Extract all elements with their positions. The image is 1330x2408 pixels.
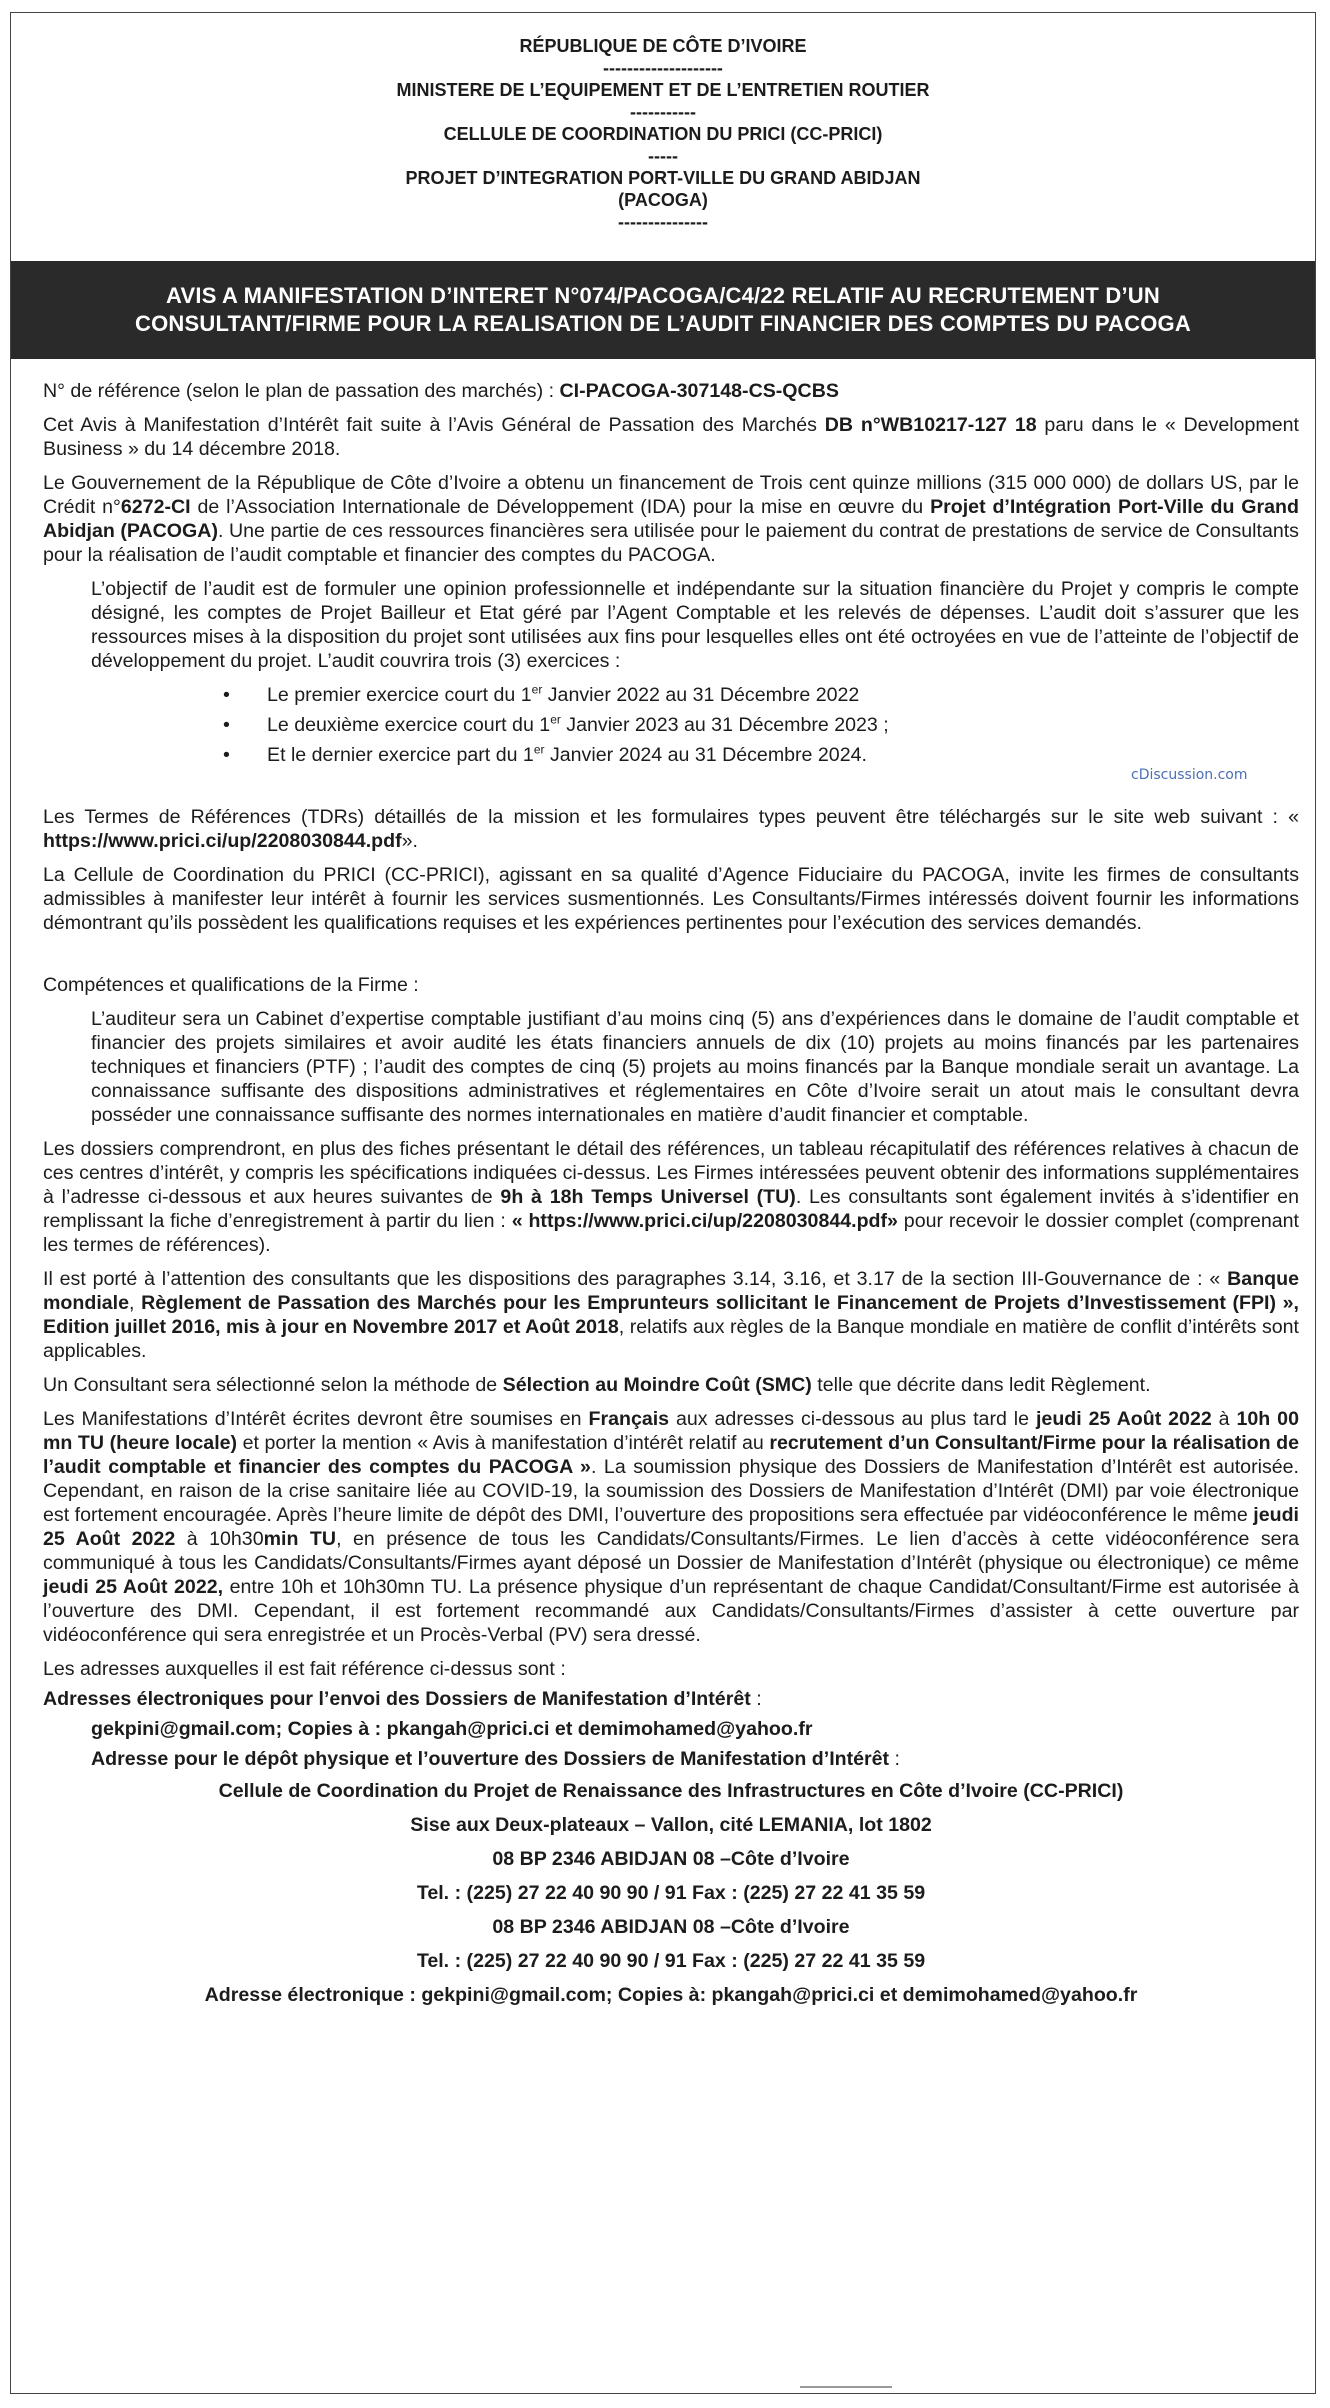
intro-paragraph [43, 413, 1299, 461]
list-item [43, 743, 1299, 767]
header-project-acronym: (PACOGA) [618, 190, 708, 210]
header-cellule: CELLULE DE COORDINATION DU PRICI (CC-PRICI) [443, 124, 883, 144]
footer-mark [800, 2386, 892, 2388]
header-project: PROJET D’INTEGRATION PORT-VILLE DU GRAND ABIDJAN [405, 168, 921, 188]
physical-address-heading [91, 1747, 1299, 1771]
text-run: . La soumission physique des Dossiers de Manifestation d’Intérêt est autorisée. Cependant, en raison de la crise sanitaire liée au COVID-19, la soumission des Dossiers de Manifestation d’Intérêt (DMI) par voie électronique est fortement encouragée. Après l’heure limite de dépôt des DMI, l’ouverture des propositions sera effectuée par vidéoconférence le même [43, 1456, 1299, 1526]
address-line: 08 BP 2346 ABIDJAN 08 –Côte d’Ivoire [492, 1848, 850, 1870]
text-run: Janvier 2022 au 31 Décembre 2022 [542, 684, 860, 706]
superscript: er [550, 712, 561, 727]
registration-link[interactable]: « https://www.prici.ci/up/2208030844.pdf» [511, 1210, 898, 1232]
text-run: aux adresses ci-dessous au plus tard le [669, 1408, 1036, 1430]
selection-method-paragraph [43, 1373, 1299, 1397]
text-run-bold: Règlement de Passation des Marchés pour les Emprunteurs sollicitant le Financement de Projets d’Investissement (FPI) », Edition juillet 2016, mis à jour en Novembre 2017 et Août 2018 [43, 1292, 1300, 1338]
spacer [43, 777, 1299, 805]
notice-title-banner [11, 261, 1315, 359]
document-header [11, 35, 1315, 233]
governance-paragraph [43, 1267, 1299, 1363]
spacer [43, 945, 1299, 973]
reference-number: CI-PACOGA-307148-CS-QCBS [559, 380, 839, 402]
notice-title-line-2: CONSULTANT/FIRME POUR LA REALISATION DE L’AUDIT FINANCIER DES COMPTES DU PACOGA [135, 311, 1191, 336]
notice-title-line-1: AVIS A MANIFESTATION D’INTERET N°074/PACOGA/C4/22 RELATIF AU RECRUTEMENT D’UN [166, 283, 1160, 308]
text-run: , en présence de tous les Candidats/Consultants/Firmes. Le lien d’accès à cette vidéoconférence sera communiqué à tous les Candidats/Consultants/Firmes ayant déposé un Dossier de Manifestation d’Intérêt (physique ou électronique) ce même [43, 1528, 1300, 1574]
watermark-text: cDiscussion.com [1131, 767, 1248, 783]
text-run: , [129, 1292, 142, 1314]
text-run: Le premier exercice court du 1 [267, 684, 532, 706]
text-run-bold: jeudi 25 Août 2022 [1035, 1408, 1212, 1430]
text-run-bold: min TU [263, 1528, 337, 1550]
text-run-bold: 6272-CI [120, 496, 191, 518]
phone-fax-line: Tel. : (225) 27 22 40 90 90 / 91 Fax : (225) 27 22 41 35 59 [416, 1882, 926, 1904]
text-run-bold: Français [588, 1408, 670, 1430]
reference-paragraph [43, 379, 1299, 403]
text-run: Et le dernier exercice part du 1 [267, 744, 534, 766]
text-run-bold: recrutement d’un Consultant/Firme pour la réalisation de l’audit comptable et financier des comptes du PACOGA » [43, 1432, 1299, 1478]
text-run: ». [401, 830, 418, 852]
invitation-paragraph: La Cellule de Coordination du PRICI (CC-PRICI), agissant en sa qualité d’Agence Fiduciaire du PACOGA, invite les firmes de consultants admissibles à manifester leur intérêt à fournir les services susmentionnés. Les Consultants/Firmes intéressés doivent fournir les informations démontrant qu’ils possèdent les qualifications requises et les expériences pertinentes pour l’exécution des services demandés. [43, 864, 1299, 934]
text-run-bold: 10h 00 mn TU (heure locale) [43, 1408, 1299, 1454]
exercise-list [43, 683, 1299, 767]
qualifications-heading: Compétences et qualifications de la Firme : [43, 974, 419, 996]
text-run: Cet Avis à Manifestation d’Intérêt fait suite à l’Avis Général de Passation des Marchés [43, 414, 825, 436]
text-run: telle que décrite dans ledit Règlement. [811, 1374, 1151, 1396]
text-run-bold: Projet d’Intégration Port-Ville du Grand Abidjan (PACOGA) [43, 496, 1299, 542]
document-frame [10, 12, 1316, 2394]
text-run-bold: DB n°WB10217-127 18 [824, 414, 1037, 436]
text-run: Un Consultant sera sélectionné selon la méthode de [43, 1374, 503, 1396]
address-line: Sise aux Deux-plateaux – Vallon, cité LEMANIA, lot 1802 [410, 1814, 932, 1836]
text-run: . Les consultants sont également invités à s’identifier en remplissant la fiche d’enregistrement à partir du lien : [43, 1186, 1299, 1232]
text-run: Le Gouvernement de la République de Côte d’Ivoire a obtenu un financement de Trois cent quinze millions (315 000 000) de dollars US, par le Crédit n° [43, 472, 1299, 518]
superscript: er [531, 682, 543, 697]
address-line: Cellule de Coordination du Projet de Renaissance des Infrastructures en Côte d’Ivoire (CC-PRICI) [218, 1780, 1124, 1802]
email-addresses-line[interactable]: gekpini@gmail.com; Copies à : pkangah@prici.ci et demimohamed@yahoo.fr [91, 1718, 813, 1740]
text-run: paru dans le « Development Business » du 14 décembre 2018. [43, 414, 1299, 460]
audit-objective-paragraph: L’objectif de l’audit est de formuler une opinion professionnelle et indépendante sur la situation financière du Projet y compris le compte désigné, les comptes de Projet Bailleur et Etat géré par l’Agent Comptable et les relevés de dépenses. L’audit doit s’assurer que les ressources mises à la disposition du projet sont utilisées aux fins pour lesquelles elles ont été octroyées en vue de l’atteinte de l’objectif de développement du projet. L’audit couvrira trois (3) exercices : [91, 578, 1299, 672]
text-run-bold: 9h à 18h Temps Universel (TU) [500, 1186, 796, 1208]
header-ministry: MINISTERE DE L’EQUIPEMENT ET DE L’ENTRETIEN ROUTIER [396, 80, 930, 100]
text-run: de l’Association Internationale de Développement (IDA) pour la mise en œuvre du [190, 496, 931, 518]
submission-paragraph [43, 1407, 1299, 1647]
text-run: . Une partie de ces ressources financières sera utilisée pour le paiement du contrat de prestations de service de Consultants pour la réalisation de l’audit comptable et financier des comptes du PACOGA. [43, 520, 1299, 566]
tdr-paragraph [43, 805, 1299, 853]
dossier-paragraph [43, 1137, 1299, 1257]
text-run: Janvier 2024 au 31 Décembre 2024. [544, 744, 867, 766]
financing-paragraph [43, 471, 1299, 567]
text-run-bold: Sélection au Moindre Coût (SMC) [502, 1374, 812, 1396]
header-separator: -------------------- [603, 58, 723, 78]
text-run-bold: jeudi 25 Août 2022, [43, 1576, 224, 1598]
header-republic: RÉPUBLIQUE DE CÔTE D’IVOIRE [519, 36, 807, 56]
text-run: Janvier 2023 au 31 Décembre 2023 ; [560, 714, 889, 736]
header-separator: --------------- [618, 212, 708, 232]
text-run: entre 10h et 10h30mn TU. La présence physique d’un représentant de chaque Candidat/Consultant/Firme est autorisée à l’ouverture des DMI. Cependant, il est fortement recommandé aux Candidats/Consultants/Firmes d’assister à cette ouverture par vidéoconférence qui sera enregistrée et un Procès-Verbal (PV) sera dressé. [43, 1576, 1299, 1646]
text-run: Les Manifestations d’Intérêt écrites devront être soumises en [43, 1408, 589, 1430]
text-run: Le deuxième exercice court du 1 [267, 714, 551, 736]
text-run: Les Termes de Références (TDRs) détaillés de la mission et les formulaires types peuvent être téléchargés sur le site web suivant : « [43, 806, 1299, 828]
text-run: : [889, 1748, 900, 1770]
reference-label: N° de référence (selon le plan de passation des marchés) : [43, 380, 560, 402]
header-separator: ----- [648, 146, 678, 166]
text-run: à 10h30 [175, 1528, 264, 1550]
text-run: et porter la mention « Avis à manifestation d’intérêt relatif au [237, 1432, 770, 1454]
tdr-link[interactable]: https://www.prici.ci/up/2208030844.pdf [43, 830, 402, 852]
text-run: : [750, 1688, 762, 1710]
document-body [43, 379, 1299, 2007]
address-line: 08 BP 2346 ABIDJAN 08 –Côte d’Ivoire [492, 1916, 850, 1938]
list-item [43, 713, 1299, 737]
qualifications-paragraph: L’auditeur sera un Cabinet d’expertise comptable justifiant d’au moins cinq (5) ans d’expériences dans le domaine de l’audit comptable et financier des projets similaires et avoir audité les états financiers annuels de dix (10) projets au moins financés par les partenaires techniques et financiers (PTF) ; l’audit des comptes de cinq (5) projets au moins financés par la Banque mondiale serait un avantage. La connaissance suffisante des dispositions administratives et réglementaires en Côte d’Ivoire serait un atout mais le consultant devra posséder une connaissance suffisante des normes internationales en matière d’audit financier et comptable. [91, 1008, 1299, 1126]
phone-fax-line: Tel. : (225) 27 22 40 90 90 / 91 Fax : (225) 27 22 41 35 59 [416, 1950, 926, 1972]
text-run: à [1211, 1408, 1237, 1430]
email-addresses-heading [43, 1687, 1299, 1711]
text-run-bold: jeudi 25 Août 2022 [43, 1504, 1299, 1550]
header-separator: ----------- [630, 102, 696, 122]
text-run: pour recevoir le dossier complet (comprenant les termes de références). [43, 1210, 1299, 1256]
text-run: Les dossiers comprendront, en plus des fiches présentant le détail des références, un tableau récapitulatif des références relatives à chacun de ces centres d’intérêt, y compris les spécifications indiquées ci-dessus. Les Firmes intéressées peuvent obtenir des informations supplémentaires à l’adresse ci-dessous et aux heures suivantes de [43, 1138, 1299, 1208]
text-run-bold: Banque mondiale [43, 1268, 1299, 1314]
superscript: er [533, 742, 545, 757]
addresses-intro: Les adresses auxquelles il est fait référence ci-dessus sont : [43, 1658, 566, 1680]
text-run: , relatifs aux règles de la Banque mondiale en matière de conflit d’intérêts sont applicables. [43, 1316, 1300, 1362]
list-item [43, 683, 1299, 707]
text-run-bold: Adresse pour le dépôt physique et l’ouverture des Dossiers de Manifestation d’Intérêt [91, 1748, 890, 1770]
text-run: Il est porté à l’attention des consultants que les dispositions des paragraphes 3.14, 3.16, et 3.17 de la section III-Gouvernance de : « [43, 1268, 1228, 1290]
email-contact-line[interactable]: Adresse électronique : gekpini@gmail.com; Copies à: pkangah@prici.ci et demimohamed@yahoo.fr [204, 1984, 1138, 2006]
text-run-bold: Adresses électroniques pour l’envoi des Dossiers de Manifestation d’Intérêt [43, 1688, 751, 1710]
